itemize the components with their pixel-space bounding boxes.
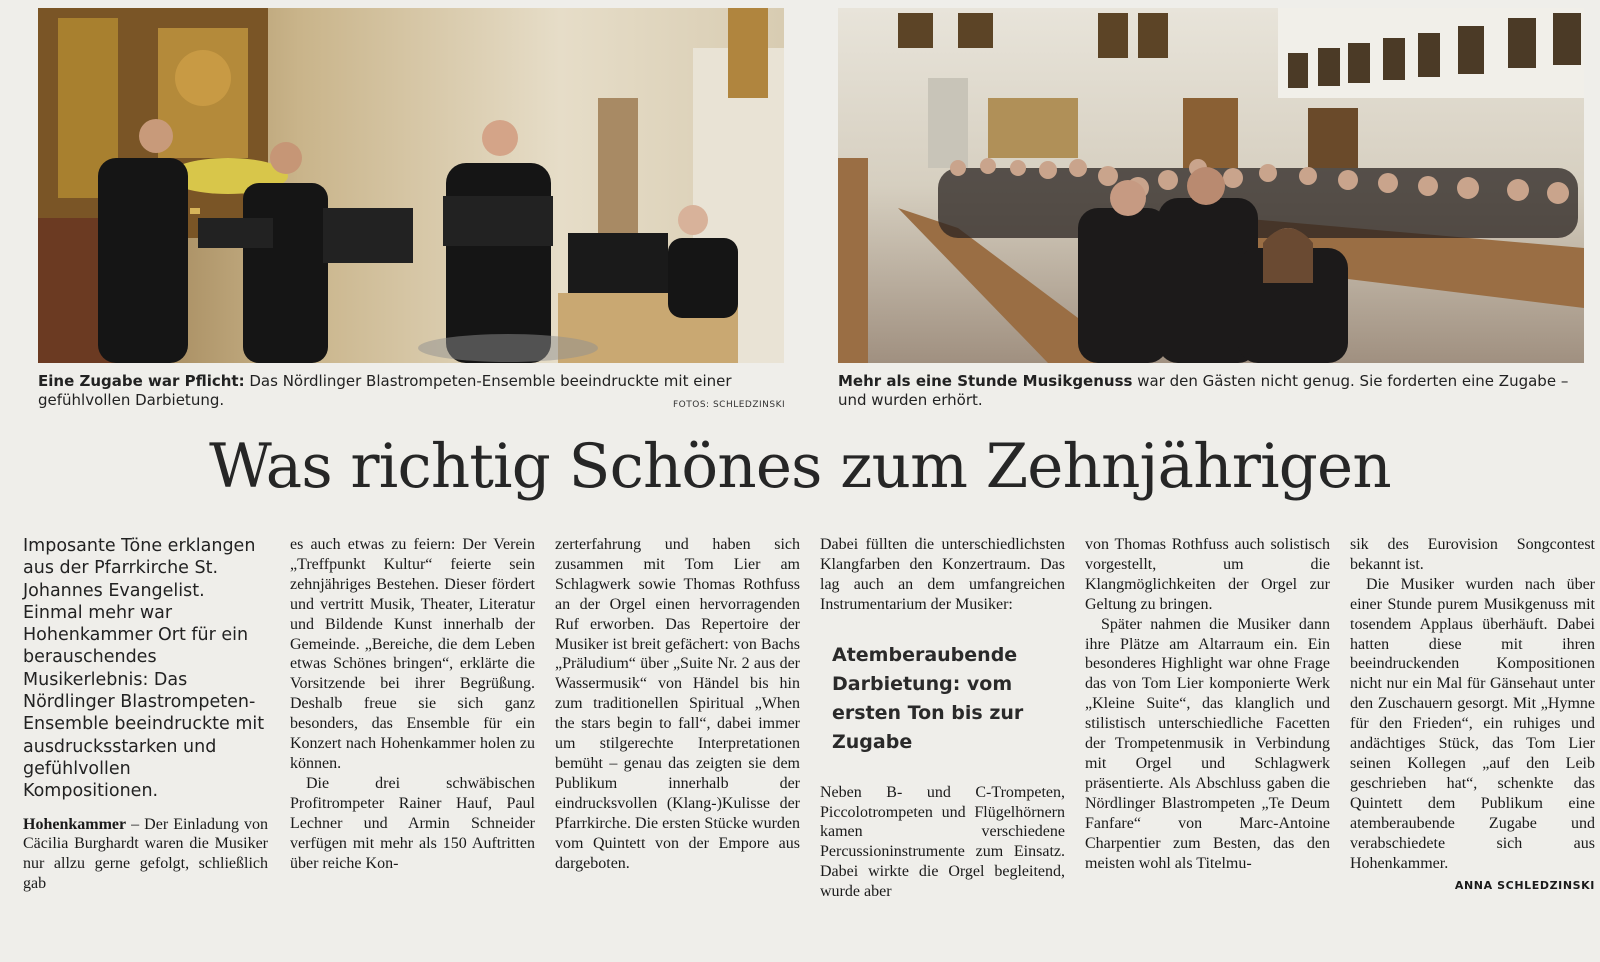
paragraph: Später nahmen die Musiker dann ihre Plätze am Altarraum ein. Ein besonderes Highlight war ohne Frage das von Tom Lier komponierte Werk „Kleine Suite“, das klanglich und stilistisch unterschiedliche Facetten der Trompetenmusik in Verbindung mit Orgel und Schlagwerk präsentierte. Als Abschluss gaben die Nördlinger Blastrompeten „Te Deum Fanfare“ von Marc-Antoine Charpentier zum Besten, das den meisten wohl als Titelmu- [1085,615,1330,872]
paragraph: Dabei füllten die unterschiedlichsten Klangfarben den Konzertraum. Das lag auch an dem umfangreichen Instrumentarium der Musiker: [820,536,1065,613]
article-column-6 [1350,535,1595,896]
caption-left-bold: Eine Zugabe war Pflicht: [38,372,245,390]
paragraph: zerterfahrung und haben sich zusammen mit Tom Lier am Schlagwerk sowie Thomas Rothfuss an der Orgel einen hervorragenden Ruf erworben. Das Repertoire der Musiker ist breit gefächert: von Bachs „Präludium“ über „Suite Nr. 2 aus der Wassermusik“ von Händel bis hin zum traditionellen Spiritual „When the stars begin to fall“, dabei immer um stilgerechte Interpretationen bemüht – genau das zeigten sie dem Publikum innerhalb der eindrucksvollen (Klang-)Kulisse der Pfarrkirche. Die ersten Stücke wurden vom Quintett von der Empore aus dargeboten. [555,536,800,872]
article-headline: Was richtig Schönes zum Zehnjährigen [209,431,1391,502]
photo-caption-right [838,372,1598,410]
article-author: ANNA SCHLEDZINSKI [1454,879,1595,893]
article-column-1 [23,535,268,894]
dateline: Hohenkammer [23,815,127,833]
paragraph: Die Musiker wurden nach über einer Stunde purem Musikgenuss mit tosendem Applaus überhäuft. Dabei hatten diese mit ihren beeindruckenden Kompositionen nicht nur ein Mal für Gänsehaut unter den Zuschauern gesorgt. Mit „Hymne für den Frieden“, ein ruhiges und andächtiges Stück, das Tom Lier seinen Kollegen „auf den Leib geschrieben hat“, schenkte das Quintett dem Publikum eine atemberaubende Zugabe und verabschiedete sich aus Hohenkammer. [1350,575,1595,872]
article-body-start [23,815,268,895]
caption-left-text: Das Nördlinger Blastrompeten-Ensemble beeindruckte mit einer gefühlvollen Darbietung. [38,372,732,409]
paragraph: von Thomas Rothfuss auch solistisch vorgestellt, um die Klangmöglichkeiten der Orgel zur Geltung zu bringen. [1085,536,1330,613]
article-column-5 [1085,535,1330,873]
photo-trumpet-ensemble [38,8,784,363]
article-column-3 [555,535,800,873]
paragraph: Neben B- und C-Trompeten, Piccolotrompeten und Flügelhörnern kamen verschiedene Percussioninstrumente zum Einsatz. Dabei wirkte die Orgel begleitend, wurde aber [820,783,1065,901]
paragraph: es auch etwas zu feiern: Der Verein „Treffpunkt Kultur“ feierte sein zehnjähriges Bestehen. Dieser fördert und vertritt Musik, Theater, Literatur und Bildende Kunst innerhalb der Gemeinde. „Bereiche, die dem Leben etwas Schönes bringen“, erklärte die Vorsitzende bei ihrer Begrüßung. Deshalb freue sie sich ganz besonders, das Ensemble für ein Konzert nach Hohenkammer holen zu können. [290,536,535,772]
paragraph: Die drei schwäbischen Profitrompeter Rainer Hauf, Paul Lechner und Armin Schneider verfügen mit mehr als 150 Auftritten über reiche Kon- [290,774,535,872]
paragraph: sik des Eurovision Songcontest bekannt ist. [1350,536,1595,573]
caption-right-bold: Mehr als eine Stunde Musikgenuss [838,372,1133,390]
photo-church-audience [838,8,1584,363]
photo-credit: FOTOS: SCHLEDZINSKI [673,400,786,410]
article-lead: Imposante Töne erklangen aus der Pfarrkirche St. Johannes Evangelist. Einmal mehr war Hohenkammer Ort für ein berauschendes Musikerlebnis: Das Nördlinger Blastrompeten-Ensemble beeindruckte mit ausdrucksstarken und gefühlvollen Kompositionen. [23,536,265,802]
article-subheading: Atemberaubende Darbietung: vom ersten Ton bis zur Zugabe [832,643,1024,753]
article-column-2 [290,535,535,873]
caption-right-text: war den Gästen nicht genug. Sie forderten eine Zugabe – und wurden erhört. [838,372,1569,409]
body-text-1: – Der Einladung von Cäcilia Burghardt waren die Musiker nur allzu gerne gefolgt, schließlich gab [23,815,268,893]
article-column-4 [820,535,1065,902]
